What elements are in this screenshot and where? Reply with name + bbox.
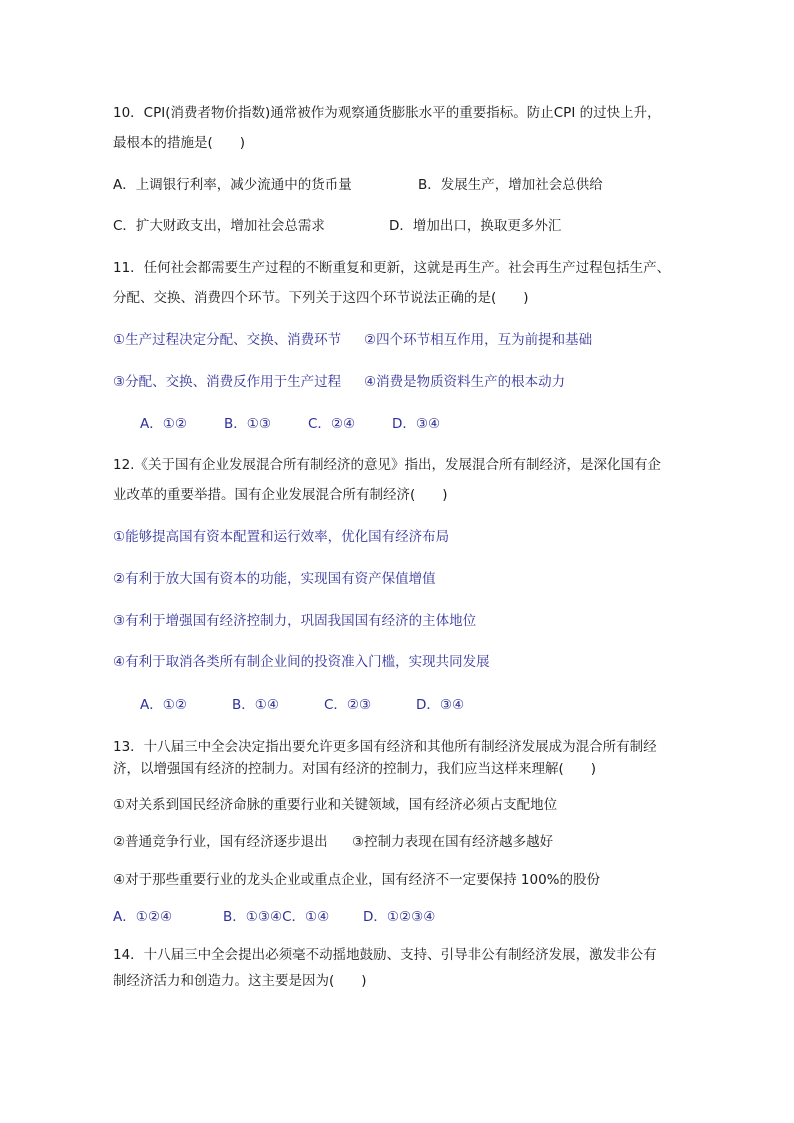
q10-stem-line-1: 10．CPI(消费者物价指数)通常被作为观察通货膨胀水平的重要指标。防止CPI 的过快上升，	[113, 105, 661, 121]
q10-option-d: D．增加出口，换取更多外汇	[389, 218, 562, 234]
q10-option-a: A．上调银行利率，减少流通中的货币量	[113, 177, 352, 193]
q13-stem-line-2: 济，以增强国有经济的控制力。对国有经济的控制力，我们应当这样来理解( )	[113, 761, 597, 777]
q12-item-1: ①能够提高国有资本配置和运行效率，优化国有经济布局	[113, 529, 450, 545]
q10-stem-line-2: 最根本的措施是( )	[113, 135, 246, 151]
q11-item-1: ①生产过程决定分配、交换、消费环节	[113, 332, 342, 348]
q13-choice-d: D．①②③④	[363, 909, 436, 925]
q12-item-3: ③有利于增强国有经济控制力，巩固我国国有经济的主体地位	[113, 613, 477, 629]
q10-option-b: B．发展生产，增加社会总供给	[418, 177, 603, 193]
q13-stem-line-1: 13．十八届三中全会决定指出要允许更多国有经济和其他所有制经济发展成为混合所有制经	[113, 739, 657, 755]
q12-choice-d: D．③④	[416, 697, 465, 713]
q11-choices	[140, 415, 440, 433]
q10-option-c: C．扩大财政支出，增加社会总需求	[113, 218, 325, 234]
q12-choices	[140, 696, 464, 714]
q11-choice-c: C．②④	[308, 416, 356, 432]
q12-stem-line-1: 12.《关于国有企业发展混合所有制经济的意见》指出，发展混合所有制经济，是深化国有企	[113, 457, 661, 473]
q11-stem-line-2: 分配、交换、消费四个环节。下列关于这四个环节说法正确的是( )	[113, 290, 529, 306]
q12-item-2: ②有利于放大国有资本的功能，实现国有资产保值增值	[113, 571, 436, 587]
q13-item-2: ②普通竞争行业，国有经济逐步退出	[113, 834, 328, 850]
q11-choice-d: D．③④	[392, 416, 441, 432]
q14-stem-line-1: 14．十八届三中全会提出必须毫不动摇地鼓励、支持、引导非公有制经济发展，激发非公有	[113, 947, 657, 963]
q11-item-2: ②四个环节相互作用，互为前提和基础	[364, 332, 593, 348]
q11-item-3: ③分配、交换、消费反作用于生产过程	[113, 374, 342, 390]
q12-choice-a: A．①②	[140, 697, 187, 713]
q11-choice-b: B．①③	[224, 416, 271, 432]
q12-choice-b: B．①④	[232, 697, 279, 713]
q12-choice-c: C．②③	[324, 697, 372, 713]
q13-choice-a: A．①②④	[113, 909, 173, 925]
q13-choice-b-c: B．①③④C．①④	[223, 909, 330, 925]
q12-stem-line-2: 业改革的重要举措。国有企业发展混合所有制经济( )	[113, 487, 448, 503]
q12-item-4: ④有利于取消各类所有制企业间的投资准入门槛，实现共同发展	[113, 654, 490, 670]
q11-item-4: ④消费是物质资料生产的根本动力	[364, 374, 566, 390]
q11-stem-line-1: 11．任何社会都需要生产过程的不断重复和更新，这就是再生产。社会再生产过程包括生产、	[113, 260, 671, 276]
q11-choice-a: A．①②	[140, 416, 187, 432]
q13-item-3: ③控制力表现在国有经济越多越好	[352, 834, 554, 850]
q13-item-4: ④对于那些重要行业的龙头企业或重点企业，国有经济不一定要保持 100%的股份	[113, 872, 600, 888]
q13-item-1: ①对关系到国民经济命脉的重要行业和关键领域，国有经济必须占支配地位	[113, 797, 558, 813]
q14-stem-line-2: 制经济活力和创造力。这主要是因为( )	[113, 973, 367, 989]
